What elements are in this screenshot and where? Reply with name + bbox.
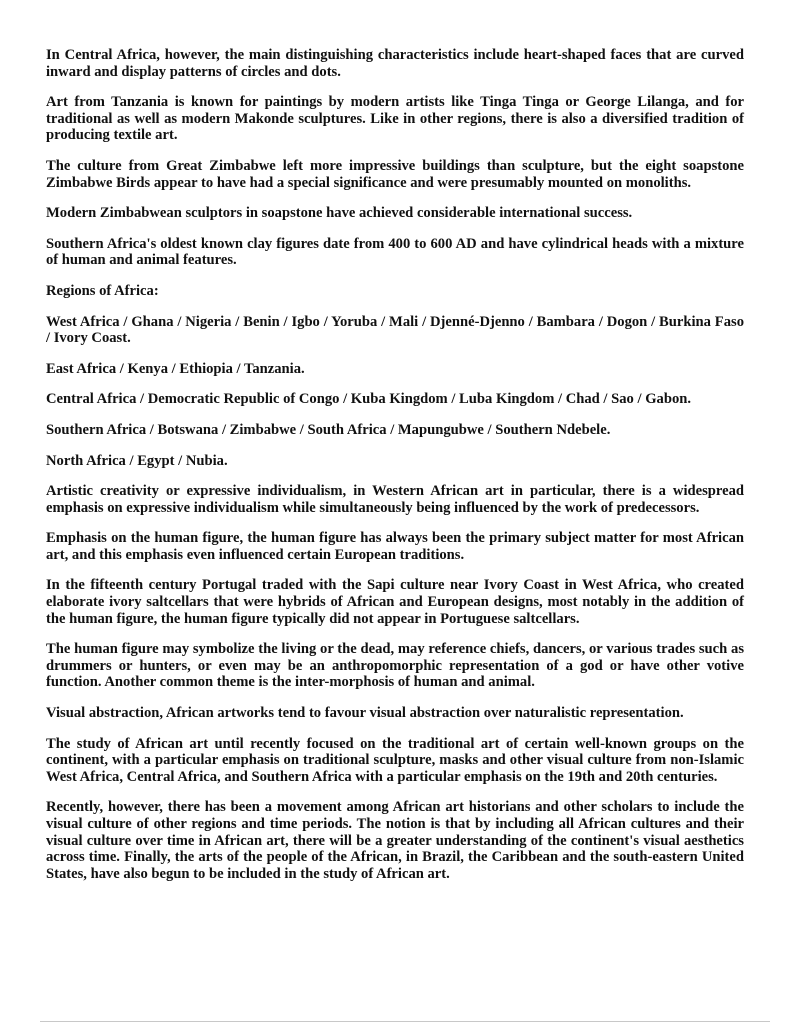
paragraph-tanzania-art: Art from Tanzania is known for paintings by modern artists like Tinga Tinga or George Lilanga, and for traditional as well as modern Makonde sculptures. Like in other regions, there is also a diversified tradition of producing textile art.: [46, 94, 744, 144]
paragraph-artistic-creativity: Artistic creativity or expressive individualism, in Western African art in particular, there is a widespread emphasis on expressive individualism while simultaneously being influenced by the work of predecessors.: [46, 483, 744, 516]
region-central-africa: Central Africa / Democratic Republic of Congo / Kuba Kingdom / Luba Kingdom / Chad / Sao / Gabon.: [46, 391, 692, 408]
paragraph-human-figure-emphasis: Emphasis on the human figure, the human figure has always been the primary subject matter for most African art, and this emphasis even influenced certain European traditions.: [46, 530, 744, 563]
region-north-africa: North Africa / Egypt / Nubia.: [46, 452, 228, 469]
paragraph-sapi-saltcellars: In the fifteenth century Portugal traded with the Sapi culture near Ivory Coast in West Africa, who created elaborate ivory saltcellars that were hybrids of African and European designs, most notably in the addition of the human figure, the human figure typically did not appear in Portuguese saltcellars.: [46, 577, 744, 627]
page-bottom-rule: [40, 1021, 770, 1022]
paragraph-zimbabwean-sculptors: Modern Zimbabwean sculptors in soapstone have achieved considerable international success.: [46, 205, 633, 222]
region-southern-africa: Southern Africa / Botswana / Zimbabwe / South Africa / Mapungubwe / Southern Ndebele.: [46, 421, 611, 438]
paragraph-great-zimbabwe: The culture from Great Zimbabwe left more impressive buildings than sculpture, but the eight soapstone Zimbabwe Birds appear to have had a special significance and were presumably mounted on monoliths.: [46, 157, 744, 191]
paragraph-study-of-african-art: The study of African art until recently focused on the traditional art of certain well-known groups on the continent, with a particular emphasis on traditional sculpture, masks and other visual culture from non-Islamic West Africa, Central Africa, and Southern Africa with a particular emphasis on the 19th and 20th centuries.: [46, 735, 744, 785]
paragraph-central-africa-faces: In Central Africa, however, the main distinguishing characteristics include heart-shaped faces that are curved inward and display patterns of circles and dots.: [46, 47, 744, 80]
regions-heading: Regions of Africa:: [46, 282, 159, 299]
region-west-africa: West Africa / Ghana / Nigeria / Benin / Igbo / Yoruba / Mali / Djenné-Djenno / Bambara / Dogon / Burkina Faso / Ivory Coast.: [46, 313, 744, 347]
paragraph-human-figure-symbolism: The human figure may symbolize the living or the dead, may reference chiefs, dancers, or various trades such as drummers or hunters, or even may be an anthropomorphic representation of a god or have other votive function. Another common theme is the inter-morphosis of human and animal.: [46, 641, 744, 691]
paragraph-visual-abstraction: Visual abstraction, African artworks tend to favour visual abstraction over naturalistic representation.: [46, 705, 684, 722]
paragraph-southern-africa-clay-figures: Southern Africa's oldest known clay figures date from 400 to 600 AD and have cylindrical heads with a mixture of human and animal features.: [46, 235, 744, 269]
paragraph-recent-movement: Recently, however, there has been a movement among African art historians and other scholars to include the visual culture of other regions and time periods. The notion is that by including all African cultures and their visual culture over time in African art, there will be a greater understanding of the continent's visual aesthetics across time. Finally, the arts of the people of the African, in Brazil, the Caribbean and the south-eastern United States, have also begun to be included in the study of African art.: [46, 799, 744, 882]
region-east-africa: East Africa / Kenya / Ethiopia / Tanzania.: [46, 360, 305, 377]
